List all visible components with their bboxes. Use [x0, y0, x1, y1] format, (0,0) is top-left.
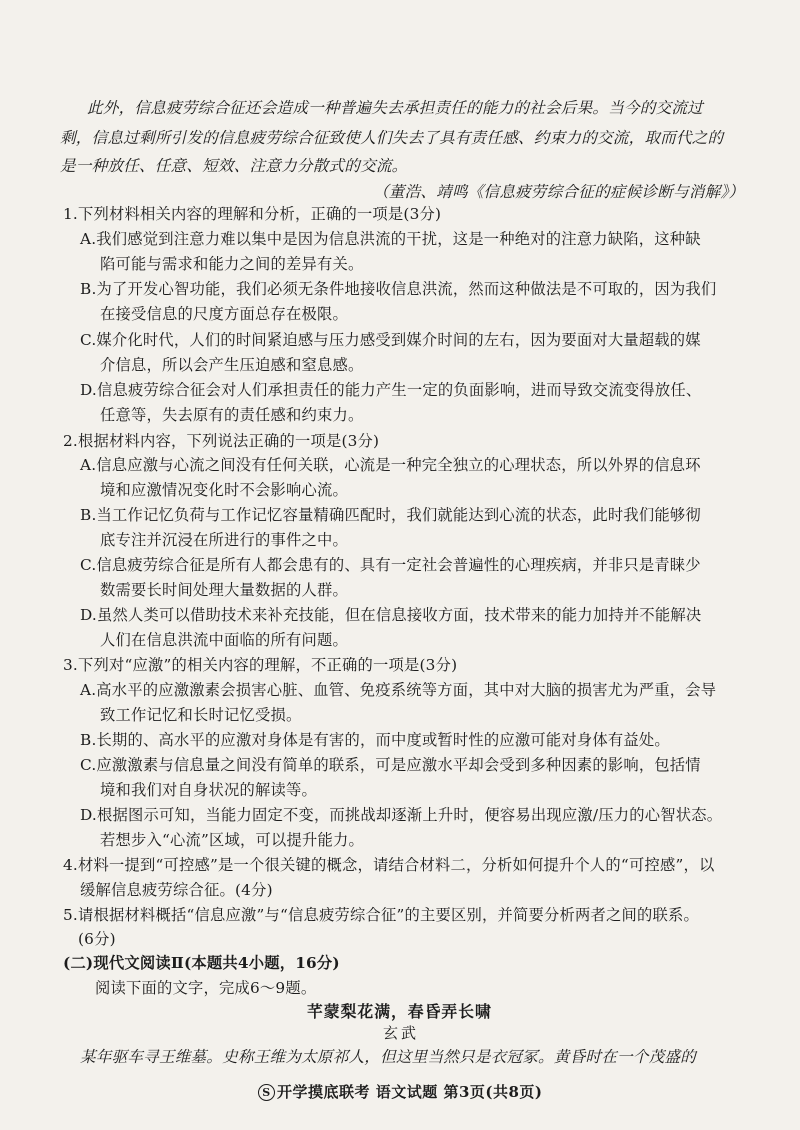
q1-option-c-line-2: 介信息，所以会产生压迫感和窒息感。: [100, 356, 364, 374]
q2-option-c-line-1: C.信息疲劳综合征是所有人都会患有的、具有一定社会普遍性的心理疾病，并非只是青睐少: [80, 556, 701, 574]
q2-option-b-line-2: 底专注并沉浸在所进行的事件之中。: [100, 531, 348, 549]
q3-option-c-line-2: 境和我们对自身状况的解读等。: [100, 781, 317, 799]
question-2-stem: 2.根据材料内容，下列说法正确的一项是(3分): [63, 432, 380, 450]
q2-option-a-line-1: A.信息应激与心流之间没有任何关联，心流是一种完全独立的心理状态，所以外界的信息环: [80, 456, 701, 474]
q1-option-d-line-1: D.信息疲劳综合征会对人们承担责任的能力产生一定的负面影响，进而导致交流变得放任、: [80, 381, 702, 399]
question-5-line-2: (6分): [78, 930, 116, 948]
question-4-line-2: 缓解信息疲劳综合征。(4分): [80, 881, 273, 899]
question-5-line-1: 5.请根据材料概括“信息应激”与“信息疲劳综合征”的主要区别，并简要分析两者之间的联系。: [63, 906, 699, 924]
q3-option-a-line-1: A.高水平的应激激素会损害心脏、血管、免疫系统等方面，其中对大脑的损害尤为严重，会导: [80, 681, 717, 699]
article-author: 玄武: [383, 1024, 420, 1042]
passage-line-2: 剩，信息过剩所引发的信息疲劳综合征致使人们失去了具有责任感、约束力的交流，取而代之的: [60, 129, 724, 147]
q3-option-d-line-2: 若想步入“心流”区域，可以提升能力。: [100, 831, 364, 849]
section-instruction: 阅读下面的文字，完成6～9题。: [95, 979, 317, 997]
q2-option-d-line-1: D.虽然人类可以借助技术来补充技能，但在信息接收方面，技术带来的能力加持并不能解决: [80, 606, 702, 624]
question-1-stem: 1.下列材料相关内容的理解和分析，正确的一项是(3分): [63, 205, 442, 223]
q1-option-a-line-2: 陷可能与需求和能力之间的差异有关。: [100, 255, 364, 273]
q3-option-c-line-1: C.应激激素与信息量之间没有简单的联系，可是应激水平却会受到多种因素的影响，包括情: [80, 756, 701, 774]
q3-option-d-line-1: D.根据图示可知，当能力固定不变，而挑战却逐渐上升时，便容易出现应激/压力的心智状态。: [80, 806, 723, 824]
question-3-stem: 3.下列对“应激”的相关内容的理解，不正确的一项是(3分): [63, 656, 458, 674]
q3-option-b-line-1: B.长期的、高水平的应激对身体是有害的，而中度或暂时性的应激可能对身体有益处。: [80, 731, 670, 749]
passage-citation: （董浩、靖鸣《信息疲劳综合征的症候诊断与消解》）: [373, 183, 745, 201]
page-footer: [258, 1082, 543, 1102]
q1-option-b-line-1: B.为了开发心智功能，我们必须无条件地接收信息洪流，然而这种做法是不可取的，因为我们: [80, 280, 717, 298]
q1-option-d-line-2: 任意等，失去原有的责任感和约束力。: [100, 406, 364, 424]
footer-text: 开学摸底联考 语文试题 第3页(共8页): [277, 1083, 543, 1101]
passage-line-1: 此外，信息疲劳综合征还会造成一种普遍失去承担责任的能力的社会后果。当今的交流过: [87, 99, 703, 117]
article-title: 芊蒙梨花满，春昏弄长啸: [307, 1002, 492, 1021]
q1-option-b-line-2: 在接受信息的尺度方面总存在极限。: [100, 305, 348, 323]
exam-series-badge: S: [258, 1084, 275, 1101]
q2-option-a-line-2: 境和应激情况变化时不会影响心流。: [100, 481, 348, 499]
passage-line-3: 是一种放任、任意、短效、注意力分散式的交流。: [60, 157, 408, 175]
article-first-line: 某年驱车寻王维墓。史称王维为太原祁人，但这里当然只是衣冠冢。黄昏时在一个茂盛的: [80, 1048, 696, 1066]
q2-option-b-line-1: B.当工作记忆负荷与工作记忆容量精确匹配时，我们就能达到心流的状态，此时我们能够彻: [80, 506, 701, 524]
q2-option-d-line-2: 人们在信息洪流中面临的所有问题。: [100, 631, 348, 649]
q1-option-a-line-1: A.我们感觉到注意力难以集中是因为信息洪流的干扰，这是一种绝对的注意力缺陷，这种缺: [80, 230, 701, 248]
question-4-line-1: 4.材料一提到“可控感”是一个很关键的概念，请结合材料二，分析如何提升个人的“可控感”，以: [63, 856, 715, 874]
section-heading: (二)现代文阅读Ⅱ(本题共4小题，16分): [63, 954, 340, 972]
q3-option-a-line-2: 致工作记忆和长时记忆受损。: [100, 706, 302, 724]
q1-option-c-line-1: C.媒介化时代，人们的时间紧迫感与压力感受到媒介时间的左右，因为要面对大量超载的媒: [80, 331, 701, 349]
q2-option-c-line-2: 数需要长时间处理大量数据的人群。: [100, 581, 348, 599]
